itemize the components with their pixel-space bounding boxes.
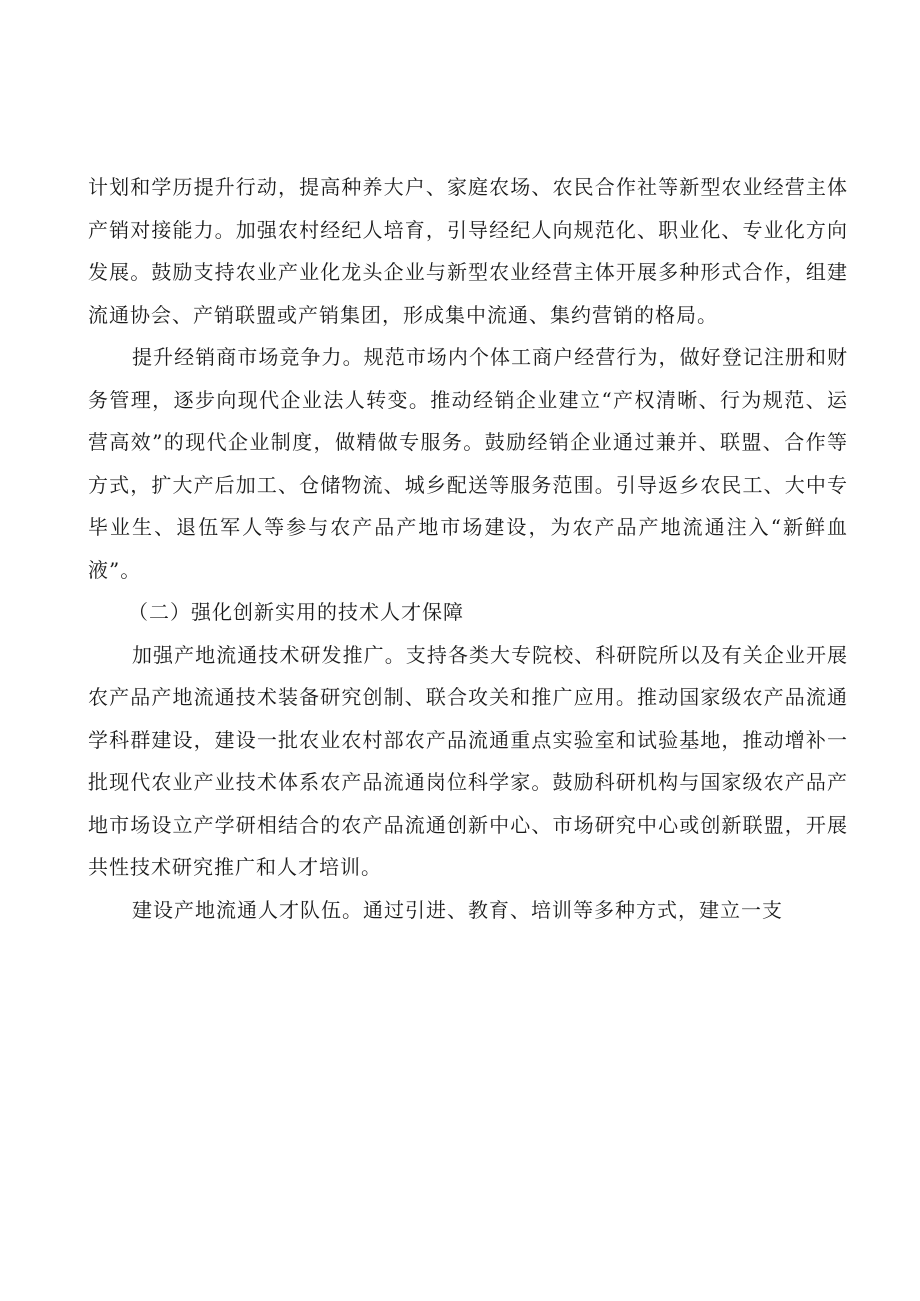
section-heading: （二）强化创新实用的技术人才保障 — [128, 600, 464, 624]
paragraph-technology-rd: 加强产地流通技术研发推广。支持各类大专院校、科研院所以及有关企业开展农产品产地流通技术装备研究创制、联合攻关和推广应用。推动国家级农产品流通学科群建设，建设一批农业农村部农产品流通重点实验室和试验基地，推动增补一批现代农业产业技术体系农产品流通岗位科学家。鼓励科研机构与国家级农产品产地市场设立产学研相结合的农产品流通创新中心、市场研究中心或创新联盟，开展共性技术研究推广和人才培训。 — [88, 642, 848, 879]
paragraph-talent-team: 建设产地流通人才队伍。通过引进、教育、培训等多种方式，建立一支 — [132, 897, 783, 922]
paragraph-continuation: 计划和学历提升行动，提高种养大户、家庭农场、农民合作社等新型农业经营主体产销对接能力。加强农村经纪人培育，引导经纪人向规范化、职业化、专业化方向发展。鼓励支持农业产业化龙头企业与新型农业经营主体开展多种形式合作，组建流通协会、产销联盟或产销集团，形成集中流通、集约营销的格局。 — [88, 175, 848, 327]
document-body — [88, 166, 848, 931]
paragraph-dealer-competitiveness: 提升经销商市场竞争力。规范市场内个体工商户经营行为，做好登记注册和财务管理，逐步向现代企业法人转变。推动经销企业建立“产权清晰、行为规范、运营高效”的现代企业制度，做精做专服务。鼓励经销企业通过兼并、联盟、合作等方式，扩大产后加工、仓储物流、城乡配送等服务范围。引导返乡农民工、大中专毕业生、退伍军人等参与农产品产地市场建设，为农产品产地流通注入“新鲜血液”。 — [88, 345, 848, 582]
